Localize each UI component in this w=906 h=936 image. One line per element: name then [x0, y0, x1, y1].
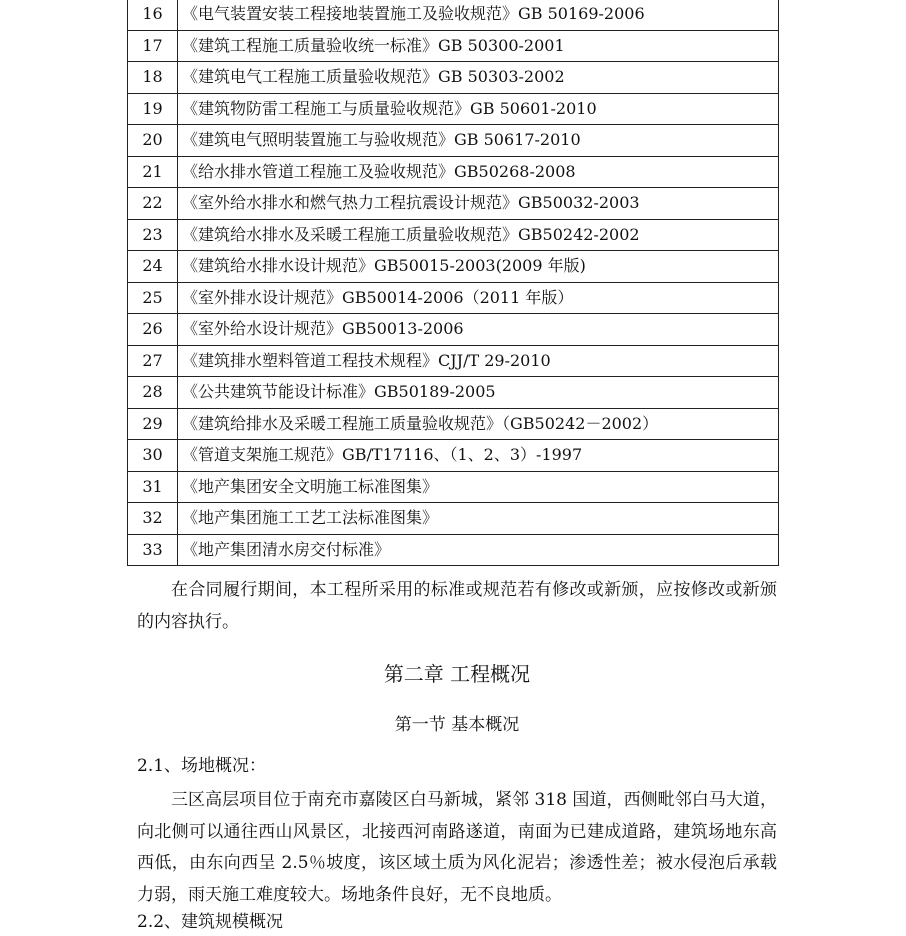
row-number: 16: [128, 0, 178, 30]
table-row: [128, 408, 779, 440]
row-number: 29: [128, 408, 178, 440]
standard-name: 《建筑工程施工质量验收统一标准》GB 50300-2001: [178, 30, 779, 62]
standards-table-body: [128, 0, 779, 566]
row-number: 23: [128, 219, 178, 251]
table-row: [128, 314, 779, 346]
standards-table: [127, 0, 779, 566]
standard-name: 《地产集团施工工艺工法标准图集》: [178, 503, 779, 535]
standard-name: 《管道支架施工规范》GB/T17116、（1、2、3）-1997: [178, 440, 779, 472]
table-row: [128, 377, 779, 409]
table-row: [128, 188, 779, 220]
row-number: 30: [128, 440, 178, 472]
note-paragraph: 在合同履行期间，本工程所采用的标准或规范若有修改或新颁，应按修改或新颁的内容执行。: [137, 580, 777, 632]
table-row: [128, 62, 779, 94]
row-number: 25: [128, 282, 178, 314]
row-number: 32: [128, 503, 178, 535]
standard-name: 《建筑电气照明装置施工与验收规范》GB 50617-2010: [178, 125, 779, 157]
standard-name: 《建筑物防雷工程施工与质量验收规范》GB 50601-2010: [178, 93, 779, 125]
standard-name: 《室外给水排水和燃气热力工程抗震设计规范》GB50032-2003: [178, 188, 779, 220]
next-heading-partial: 2.2、建筑规模概况: [137, 912, 284, 932]
table-row: [128, 251, 779, 283]
standard-name: 《地产集团安全文明施工标准图集》: [178, 471, 779, 503]
table-row: [128, 219, 779, 251]
table-row: [128, 345, 779, 377]
standard-name: 《给水排水管道工程施工及验收规范》GB50268-2008: [178, 156, 779, 188]
table-row: [128, 30, 779, 62]
row-number: 20: [128, 125, 178, 157]
table-row: [128, 125, 779, 157]
row-number: 24: [128, 251, 178, 283]
table-row: [128, 93, 779, 125]
standard-name: 《建筑排水塑料管道工程技术规程》CJJ/T 29-2010: [178, 345, 779, 377]
standard-name: 《公共建筑节能设计标准》GB50189-2005: [178, 377, 779, 409]
standard-name: 《电气装置安装工程接地装置施工及验收规范》GB 50169-2006: [178, 0, 779, 30]
row-number: 31: [128, 471, 178, 503]
row-number: 17: [128, 30, 178, 62]
table-row: [128, 282, 779, 314]
row-number: 33: [128, 534, 178, 566]
standard-name: 《建筑给排水及采暖工程施工质量验收规范》（GB50242－2002）: [178, 408, 779, 440]
row-number: 28: [128, 377, 178, 409]
row-number: 26: [128, 314, 178, 346]
row-number: 21: [128, 156, 178, 188]
table-row: [128, 0, 779, 30]
row-number: 22: [128, 188, 178, 220]
standard-name: 《地产集团清水房交付标准》: [178, 534, 779, 566]
table-row: [128, 156, 779, 188]
section-title: 第一节 基本概况: [394, 715, 520, 735]
chapter-title: 第二章 工程概况: [383, 662, 531, 686]
table-row: [128, 503, 779, 535]
site-overview-paragraph: 三区高层项目位于南充市嘉陵区白马新城，紧邻 318 国道，西侧毗邻白马大道，向北侧可以通往西山风景区，北接西河南路遂道，南面为已建成道路，建筑场地东高西低，由东向西呈 2.5％坡度，该区域土质为风化泥岩；渗透性差；被水侵泡后承载力弱，雨天施工难度较大。场地条件良好，无不良地质。: [137, 790, 777, 905]
standard-name: 《室外排水设计规范》GB50014-2006（2011 年版）: [178, 282, 779, 314]
row-number: 27: [128, 345, 178, 377]
standard-name: 《建筑电气工程施工质量验收规范》GB 50303-2002: [178, 62, 779, 94]
standard-name: 《室外给水设计规范》GB50013-2006: [178, 314, 779, 346]
table-row: [128, 534, 779, 566]
table-row: [128, 471, 779, 503]
standard-name: 《建筑给水排水设计规范》GB50015-2003(2009 年版): [178, 251, 779, 283]
table-row: [128, 440, 779, 472]
subsection-heading: 2.1、场地概况：: [137, 756, 267, 776]
row-number: 18: [128, 62, 178, 94]
row-number: 19: [128, 93, 178, 125]
standard-name: 《建筑给水排水及采暖工程施工质量验收规范》GB50242-2002: [178, 219, 779, 251]
